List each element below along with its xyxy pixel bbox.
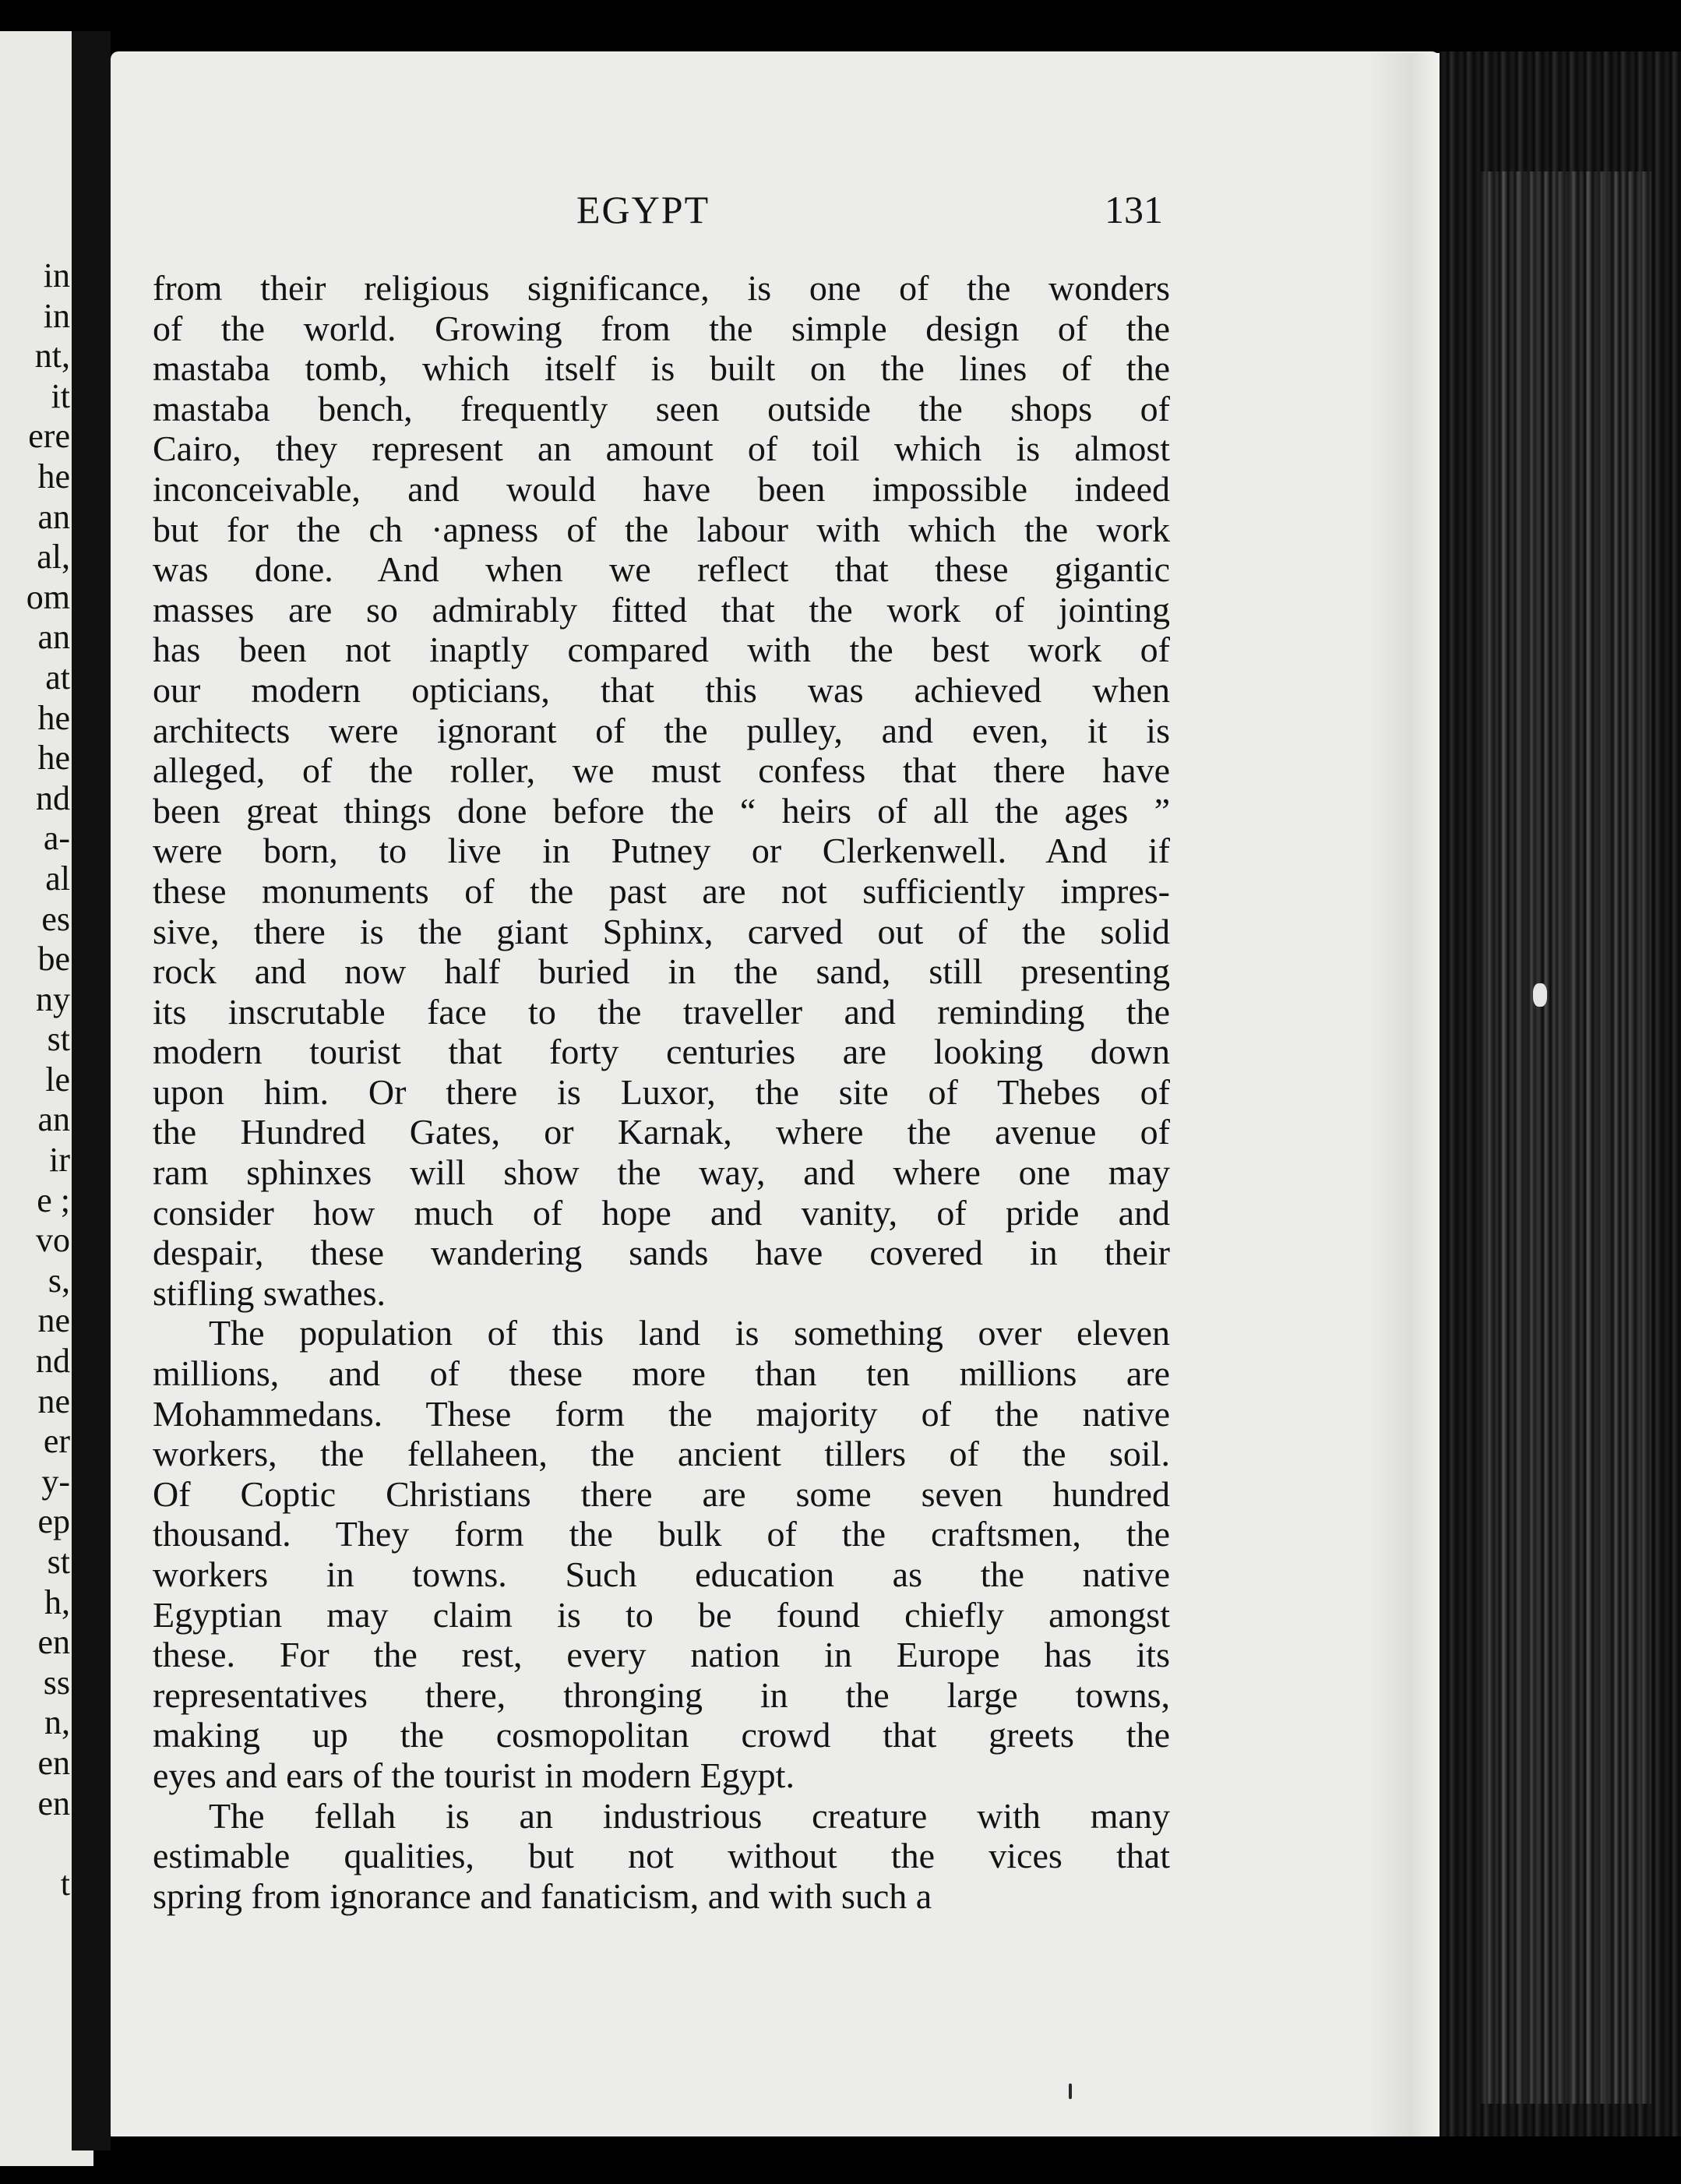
text-line: consider how much of hope and vanity, of pride and	[153, 1192, 1170, 1233]
text-line: these. For the rest, every nation in Europe has its	[153, 1635, 1170, 1675]
facing-page-fragment: al,	[37, 538, 70, 577]
text-line: inconceivable, and would have been impossible indeed	[153, 468, 1170, 509]
facing-page-fragment: nd	[36, 778, 70, 817]
text-line: thousand. They form the bulk of the craftsmen, the	[153, 1514, 1170, 1554]
text-line: our modern opticians, that this was achieved when	[153, 669, 1170, 710]
text-line: but for the ch ·apness of the labour with which the work	[153, 509, 1170, 549]
text-line: masses are so admirably fitted that the work of jointing	[153, 589, 1170, 630]
text-line: from their religious significance, is one of the wonders	[153, 268, 1170, 308]
facing-page-fragment: at	[45, 658, 70, 697]
facing-page-fragment: en	[37, 1784, 70, 1822]
text-line: of the world. Growing from the simple design of the	[153, 308, 1170, 348]
facing-page-fragment: y-	[41, 1462, 70, 1501]
facing-page-fragment: s,	[48, 1261, 70, 1300]
text-line: the Hundred Gates, or Karnak, where the avenue of	[153, 1112, 1170, 1152]
text-line: spring from ignorance and fanaticism, and with such a	[153, 1875, 932, 1916]
page-number: 131	[1105, 188, 1163, 231]
facing-page-fragment: ne	[37, 1301, 70, 1340]
page-block-highlights	[1480, 171, 1651, 2104]
facing-page-fragment: in	[43, 256, 70, 295]
facing-page-fragment: le	[45, 1060, 70, 1099]
text-line: mastaba tomb, which itself is built on the lines of the	[153, 348, 1170, 389]
text-line: Mohammedans. These form the majority of the native	[153, 1393, 1170, 1434]
facing-page-fragment: it	[51, 376, 70, 415]
text-line: upon him. Or there is Luxor, the site of Thebes of	[153, 1071, 1170, 1112]
facing-page-fragment: ir	[49, 1141, 70, 1180]
facing-page-fragment: he	[37, 739, 70, 778]
facing-page-fragment: er	[43, 1422, 70, 1461]
text-line: representatives there, thronging in the large towns,	[153, 1674, 1170, 1715]
facing-page-fragment: st	[47, 1020, 70, 1059]
facing-page-fragment: he	[37, 457, 70, 496]
text-line: sive, there is the giant Sphinx, carved out of the solid	[153, 911, 1170, 951]
facing-page-fragment: al	[45, 859, 70, 898]
text-line: alleged, of the roller, we must confess that there have	[153, 750, 1170, 791]
text-line: been great things done before the “ heirs of all the ages ”	[153, 790, 1170, 831]
text-line: was done. And when we reflect that these gigantic	[153, 549, 1170, 590]
text-line: Egyptian may claim is to be found chiefly amongst	[153, 1594, 1170, 1635]
text-line: workers, the fellaheen, the ancient tillers of the soil.	[153, 1434, 1170, 1474]
facing-page-fragment: ne	[37, 1381, 70, 1420]
text-line: were born, to live in Putney or Clerkenwell. And if	[153, 831, 1170, 871]
text-line: making up the cosmopolitan crowd that greets the	[153, 1715, 1170, 1755]
text-line: mastaba bench, frequently seen outside the shops of	[153, 388, 1170, 429]
text-line: ram sphinxes will show the way, and where one may	[153, 1152, 1170, 1193]
facing-page-fragment: he	[37, 698, 70, 737]
facing-page-fragment: t	[60, 1864, 70, 1903]
facing-page-fragment: ere	[28, 417, 70, 456]
text-line: The fellah is an industrious creature with many	[209, 1795, 1170, 1836]
facing-page-fragment: e ;	[37, 1180, 70, 1219]
facing-page-fragment: vo	[36, 1221, 70, 1260]
text-line: these monuments of the past are not sufficiently impres-	[153, 870, 1170, 911]
text-line: modern tourist that forty centuries are looking down	[153, 1032, 1170, 1072]
scan-speck	[1069, 2083, 1072, 2099]
facing-page-fragment: ep	[37, 1502, 70, 1541]
facing-page-fragment: en	[37, 1623, 70, 1662]
page-right-edge	[1368, 53, 1440, 2138]
facing-page-fragment: an	[37, 618, 70, 657]
text-line: Of Coptic Christians there are some seven hundred	[153, 1473, 1170, 1514]
text-line: eyes and ears of the tourist in modern Egypt.	[153, 1755, 795, 1795]
facing-page-fragment	[0, 1823, 70, 1864]
facing-page-fragment: om	[26, 577, 70, 616]
facing-page-fragment: en	[37, 1743, 70, 1782]
facing-page-text	[0, 256, 70, 1904]
text-line: rock and now half buried in the sand, still presenting	[153, 951, 1170, 992]
facing-page-fragment: nd	[36, 1342, 70, 1381]
text-line: its inscrutable face to the traveller and reminding the	[153, 991, 1170, 1032]
facing-page-fragment: a-	[43, 819, 70, 858]
text-line: stifling swathes.	[153, 1272, 386, 1313]
text-line: estimable qualities, but not without the vices that	[153, 1836, 1170, 1876]
text-line: millions, and of these more than ten millions are	[153, 1353, 1170, 1394]
facing-page-fragment: be	[37, 940, 70, 979]
facing-page-fragment: an	[37, 1100, 70, 1139]
bottom-shadow	[111, 2136, 1681, 2184]
facing-page-fragment: es	[41, 899, 70, 938]
facing-page-fragment: in	[43, 296, 70, 335]
running-head: EGYPT	[576, 188, 710, 231]
facing-page-fragment: nt,	[34, 337, 70, 376]
book-binding	[72, 31, 111, 2150]
facing-page-fragment: ny	[36, 979, 70, 1018]
text-line: workers in towns. Such education as the native	[153, 1554, 1170, 1594]
text-line: has been not inaptly compared with the best work of	[153, 630, 1170, 670]
facing-page-fragment: st	[47, 1543, 70, 1581]
facing-page-fragment: n,	[44, 1703, 70, 1742]
facing-page-fragment: ss	[43, 1663, 70, 1702]
body-text	[153, 268, 1170, 1916]
scan-speck	[1533, 983, 1547, 1007]
text-line: architects were ignorant of the pulley, and even, it is	[153, 710, 1170, 750]
text-line: Cairo, they represent an amount of toil which is almost	[153, 429, 1170, 469]
facing-page-fragment: h,	[44, 1582, 70, 1621]
text-line: The population of this land is something over eleven	[209, 1313, 1170, 1353]
text-line: despair, these wandering sands have covered in their	[153, 1233, 1170, 1273]
facing-page-fragment: an	[37, 497, 70, 536]
